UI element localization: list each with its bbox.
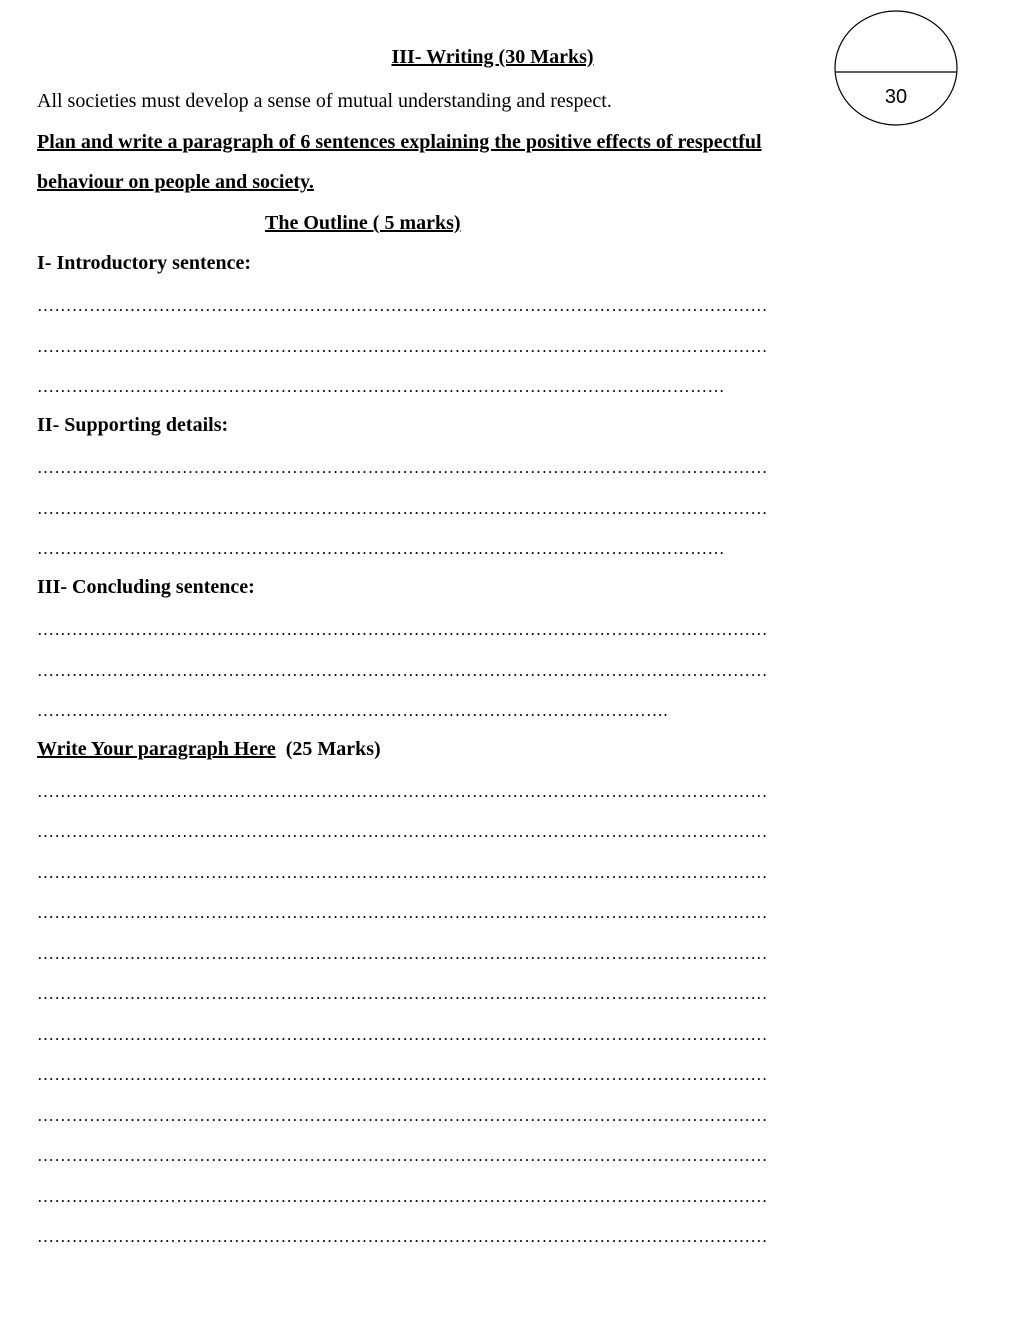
- introductory-answer-line[interactable]: ………………………………………………………………………………………………………………: [37, 296, 768, 315]
- paragraph-answer-line[interactable]: ………………………………………………………………………………………………………………: [37, 782, 768, 801]
- concluding-answer-line[interactable]: ………………………………………………………………………………………………………………: [37, 620, 768, 639]
- section-title: III- Writing (30 Marks): [391, 46, 594, 68]
- outline-title: The Outline ( 5 marks): [265, 212, 461, 234]
- paragraph-marks: (25 Marks): [285, 738, 381, 760]
- paragraph-answer-line[interactable]: ………………………………………………………………………………………………………………: [37, 822, 768, 841]
- supporting-answer-line[interactable]: ………………………………………………………………………………………………………………: [37, 458, 768, 477]
- paragraph-answer-line[interactable]: ………………………………………………………………………………………………………………: [37, 903, 768, 922]
- paragraph-answer-line[interactable]: ………………………………………………………………………………………………………………: [37, 1227, 768, 1246]
- concluding-answer-line[interactable]: ……………………………………………………………………………………………….: [37, 701, 669, 720]
- paragraph-answer-line[interactable]: ………………………………………………………………………………………………………………: [37, 1106, 768, 1125]
- concluding-answer-line[interactable]: ………………………………………………………………………………………………………………: [37, 661, 768, 680]
- intro-text: All societies must develop a sense of mutual understanding and respect.: [37, 90, 612, 112]
- paragraph-answer-line[interactable]: ………………………………………………………………………………………………………………: [37, 1065, 768, 1084]
- supporting-answer-line[interactable]: ……………………………………………………………………………………………..…………: [37, 539, 725, 558]
- introductory-answer-line[interactable]: ………………………………………………………………………………………………………………: [37, 337, 768, 356]
- paragraph-answer-line[interactable]: ………………………………………………………………………………………………………………: [37, 863, 768, 882]
- introductory-sentence-label: I- Introductory sentence:: [37, 252, 252, 274]
- introductory-answer-line[interactable]: ……………………………………………………………………………………………..…………: [37, 377, 725, 396]
- paragraph-answer-line[interactable]: ………………………………………………………………………………………………………………: [37, 1187, 768, 1206]
- paragraph-answer-line[interactable]: ………………………………………………………………………………………………………………: [37, 1146, 768, 1165]
- supporting-answer-line[interactable]: ………………………………………………………………………………………………………………: [37, 499, 768, 518]
- paragraph-answer-line[interactable]: ………………………………………………………………………………………………………………: [37, 944, 768, 963]
- concluding-sentence-label: III- Concluding sentence:: [37, 576, 255, 598]
- paragraph-label-text: Write Your paragraph Here: [37, 738, 276, 760]
- instruction-line-1: Plan and write a paragraph of 6 sentences explaining the positive effects of respectful: [37, 131, 762, 153]
- paragraph-answer-line[interactable]: ………………………………………………………………………………………………………………: [37, 1025, 768, 1044]
- supporting-details-label: II- Supporting details:: [37, 414, 229, 436]
- paragraph-answer-line[interactable]: ………………………………………………………………………………………………………………: [37, 984, 768, 1003]
- instruction-line-2: behaviour on people and society.: [37, 171, 314, 193]
- paragraph-label: [37, 738, 381, 761]
- score-total: 30: [884, 86, 908, 108]
